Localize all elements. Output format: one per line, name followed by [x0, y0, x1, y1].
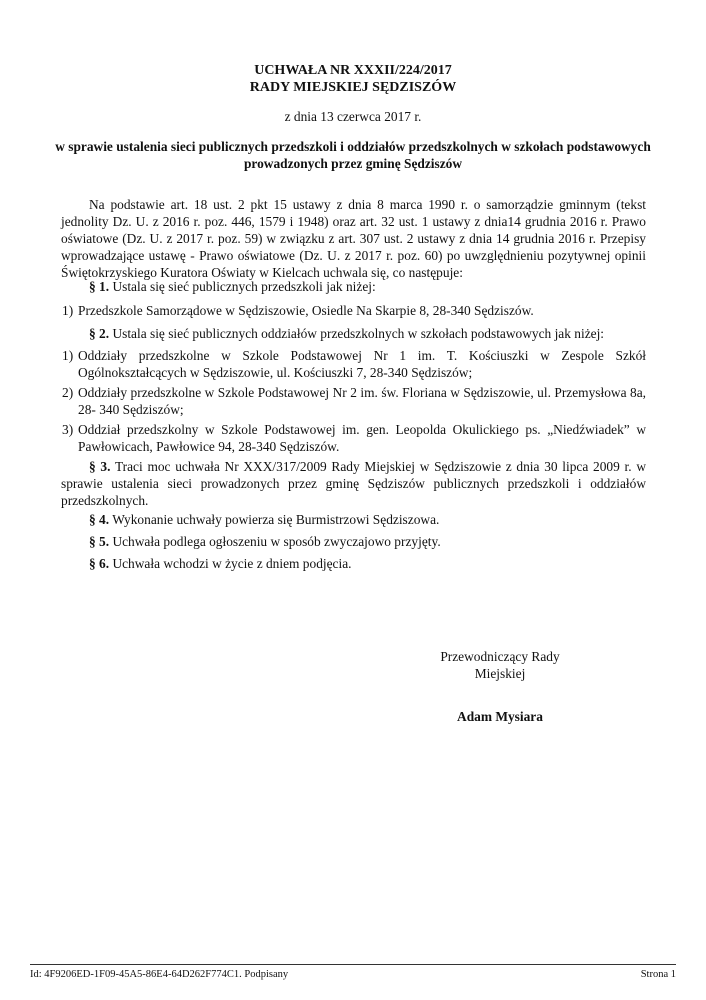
list-item-number: 1) [62, 348, 74, 363]
section-5-mark: § 5. [89, 534, 110, 549]
list-item-text: Oddziały przedszkolne w Szkole Podstawowej Nr 2 im. św. Floriana w Sędziszowie, ul. Przemysłowa 8a, 28- 340 Sędziszów; [78, 385, 646, 417]
section-2-mark: § 2. [89, 326, 110, 341]
section-5-text: Uchwała podlega ogłoszeniu w sposób zwyczajowo przyjęty. [109, 534, 441, 549]
subject-line-2: prowadzonych przez gminę Sędziszów [243, 156, 463, 171]
section-1-mark: § 1. [89, 279, 110, 294]
section-1-text: Ustala się sieć publicznych przedszkoli jak niżej: [109, 279, 376, 294]
footer-divider [30, 964, 676, 965]
section-1 [61, 278, 646, 295]
list-item-text: Oddział przedszkolny w Szkole Podstawowej im. gen. Leopolda Okulickiego ps. „Niedźwiadek” w Pawłowicach, Pawłowice 94, 28-340 Sędziszów. [78, 422, 646, 454]
list-item [62, 302, 646, 319]
list-item-text: Oddziały przedszkolne w Szkole Podstawowej Nr 1 im. T. Kościuszki w Zespole Szkół Ogólnokształcących w Sędziszowie, ul. Kościuszki 7, 28-340 Sędziszów; [78, 348, 646, 380]
page-number: Strona 1 [640, 969, 676, 980]
section-4 [61, 511, 646, 528]
signatory-name: Adam Mysiara [457, 709, 543, 724]
section-6 [61, 555, 646, 572]
signature-role-line-1: Przewodniczący Rady [440, 649, 560, 664]
section-4-text: Wykonanie uchwały powierza się Burmistrzowi Sędziszowa. [109, 512, 440, 527]
signature-role-line-2: Miejskiej [474, 666, 526, 681]
section-3-text: Traci moc uchwała Nr XXX/317/2009 Rady Miejskiej w Sędziszowie z dnia 30 lipca 2009 r. w sprawie ustalenia sieci prowadzonych przez gminę Sędziszów publicznych przedszkoli i oddziałów przedszkolnych. [61, 459, 646, 508]
subject-line-1: w sprawie ustalenia sieci publicznych przedszkoli i oddziałów przedszkolnych w szkołach podstawowych [55, 139, 651, 154]
section-6-mark: § 6. [89, 556, 110, 571]
section-3-mark: § 3. [89, 459, 111, 474]
list-item-number: 3) [62, 422, 74, 437]
section-4-mark: § 4. [89, 512, 110, 527]
resolution-date: z dnia 13 czerwca 2017 r. [284, 109, 422, 124]
resolution-number: UCHWAŁA NR XXXII/224/2017 [254, 63, 452, 78]
list-item [62, 347, 646, 381]
list-item-number: 1) [62, 303, 74, 318]
list-item-number: 2) [62, 385, 74, 400]
section-3 [61, 458, 646, 509]
list-item [62, 384, 646, 418]
section-2 [61, 325, 646, 342]
section-5 [61, 533, 646, 550]
list-item-text: Przedszkole Samorządowe w Sędziszowie, Osiedle Na Skarpie 8, 28-340 Sędziszów. [78, 303, 534, 318]
preamble-paragraph: Na podstawie art. 18 ust. 2 pkt 15 ustawy z dnia 8 marca 1990 r. o samorządzie gminnym (tekst jednolity Dz. U. z 2016 r. poz. 446, 1579 i 1948) oraz art. 32 ust. 1 ustawy z dnia14 grudnia 2016 r. Prawo oświatowe (Dz. U. z 2017 r. poz. 59) w związku z art. 307 ust. 2 ustawy z dnia 14 grudnia 2016 r. Przepisy wprowadzające ustawę - Prawo oświatowe (Dz. U. z 2017 r. poz. 60) po uwzględnieniu pozytywnej opinii Świętokrzyskiego Kuratora Oświaty w Kielcach uchwala się, co następuje: [61, 197, 646, 280]
document-id: Id: 4F9206ED-1F09-45A5-86E4-64D262F774C1. Podpisany [30, 969, 289, 980]
council-name: RADY MIEJSKIEJ SĘDZISZÓW [249, 80, 457, 95]
list-item [62, 421, 646, 455]
section-2-text: Ustala się sieć publicznych oddziałów przedszkolnych w szkołach podstawowych jak niżej: [109, 326, 605, 341]
section-6-text: Uchwała wchodzi w życie z dniem podjęcia. [109, 556, 352, 571]
